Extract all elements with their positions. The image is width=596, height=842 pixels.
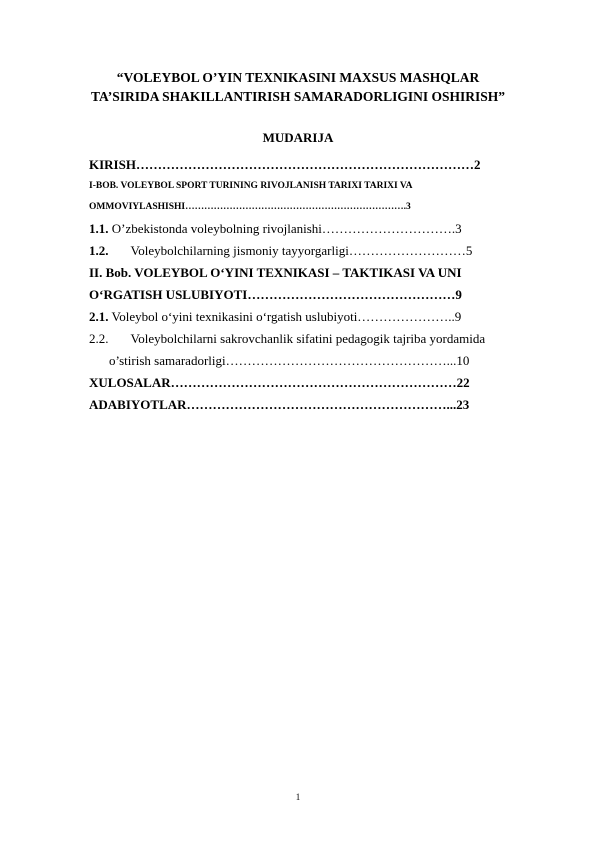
title-line-2: TA’SIRIDA SHAKILLANTIRISH SAMARADORLIGINI OSHIRISH”: [91, 89, 505, 104]
toc-entry-section-2-1: [89, 306, 519, 328]
toc-entry-section-2-2-continued: o’stirish samaradorligi……………………………………………...10: [109, 353, 470, 368]
toc-heading: MUDARIJA: [262, 130, 334, 145]
section-title: O’zbekistonda voleybolning rivojlanishi………………………….3: [111, 221, 462, 236]
toc-entry-adabiyotlar: ADABIYOTLAR……………………………………………………...23: [89, 397, 470, 412]
page-number: 1: [295, 792, 301, 802]
toc-entry-chapter-2-line-2: O‘RGATISH USLUBIYOTI…………………………………………9: [89, 287, 462, 302]
toc-entry-section-1-1: [89, 218, 519, 240]
toc-entry-section-1-2: [89, 240, 519, 262]
toc-entry-kirish: KIRISH……………………………………………………………………2: [89, 157, 481, 172]
section-number: 2.1.: [89, 309, 109, 324]
section-title: Voleybol o‘yini texnikasini o‘rgatish uslubiyoti…………………..9: [111, 309, 462, 324]
section-number: 1.2.: [89, 243, 109, 258]
title-line-1: “VOLEYBOL O’YIN TEXNIKASINI MAXSUS MASHQLAR: [116, 70, 480, 85]
section-title: Voleybolchilarning jismoniy tayyorgarligi………………………5: [130, 243, 473, 258]
document-title: [60, 68, 536, 106]
toc-entry-section-2-2: [89, 328, 519, 350]
section-title: Voleybolchilarni sakrovchanlik sifatini pedagogik tajriba yordamida: [130, 331, 486, 346]
toc-entry-xulosalar: XULOSALAR…………………………………………………………22: [89, 375, 470, 390]
section-number: 1.1.: [89, 221, 109, 236]
section-number: 2.2.: [89, 331, 109, 346]
toc-entry-chapter-1-line-2: OMMOVIYLASHISHI…………………………………………………………….3: [89, 202, 411, 212]
toc-entry-chapter-1-line-1: I-BOB. VOLEYBOL SPORT TURINING RIVOJLANISH TARIXI TARIXI VA: [89, 181, 413, 191]
table-of-contents: [89, 154, 519, 416]
toc-entry-chapter-2-line-1: II. Bob. VOLEYBOL O‘YINI TEXNIKASI – TAKTIKASI VA UNI: [89, 265, 462, 280]
